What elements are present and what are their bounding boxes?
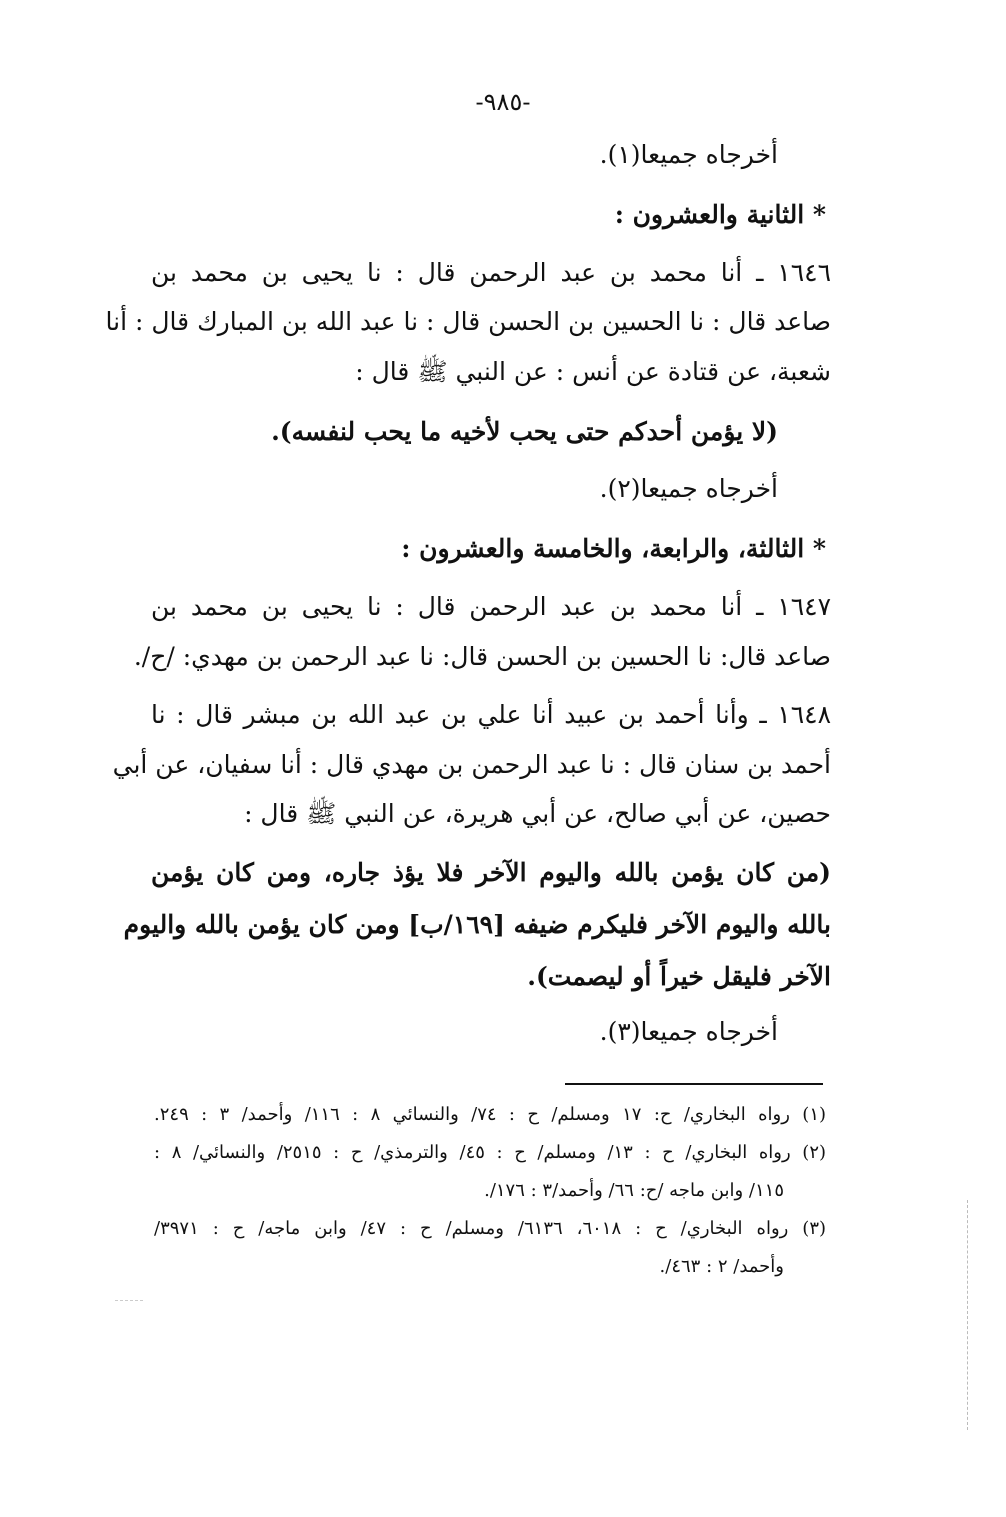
page-number: -٩٨٥- — [475, 88, 531, 116]
takhrij-line-1: أخرجاه جميعا(١). — [599, 140, 778, 169]
footnote-1: (١) رواه البخاري/ ح: ١٧ ومسلم/ ح : ٧٤/ والنسائي ٨ : ١١٦/ وأحمد/ ٣ : ٢٤٩. — [154, 1104, 827, 1125]
hadith-1646-line-2: صاعد قال : نا الحسين بن الحسن قال : نا عبد الله بن المبارك قال : أنا — [105, 307, 831, 336]
takhrij-line-3: أخرجاه جميعا(٣). — [599, 1017, 778, 1046]
footnote-3-line-1: (٣) رواه البخاري/ ح : ٦٠١٨، ٦١٣٦/ ومسلم/ ح : ٤٧/ وابن ماجه/ ح : ٣٩٧١/ — [154, 1218, 827, 1239]
hadith-1648-line-3: حصين، عن أبي صالح، عن أبي هريرة، عن النبي ﷺ قال : — [244, 799, 831, 828]
hadith-1647-line-2: صاعد قال: نا الحسين بن الحسن قال: نا عبد الرحمن بن مهدي: /ح/. — [133, 642, 831, 671]
takhrij-line-2: أخرجاه جميعا(٢). — [599, 474, 778, 503]
hadith-1647-line-1: ١٦٤٧ ـ أنا محمد بن عبد الرحمن قال : نا يحيى بن محمد بن — [151, 592, 831, 621]
hadith-1646-matn: (لا يؤمن أحدكم حتى يحب لأخيه ما يحب لنفسه). — [271, 417, 778, 446]
footnote-2-line-2: ١١٥/ وابن ماجه /ح: ٦٦/ وأحمد/٣ : ١٧٦/. — [484, 1180, 784, 1201]
hadith-1648-matn-line-3: الآخر فليقل خيراً أو ليصمت). — [527, 962, 831, 991]
footnote-3-line-2: وأحمد/ ٢ : ٤٦٣/. — [659, 1256, 784, 1277]
footnote-separator — [565, 1083, 823, 1085]
hadith-1646-line-1: ١٦٤٦ ـ أنا محمد بن عبد الرحمن قال : نا يحيى بن محمد بن — [151, 258, 831, 287]
hadith-1648-matn-line-2: بالله واليوم الآخر فليكرم ضيفه [١٦٩/ب] ومن كان يؤمن بالله واليوم — [123, 910, 831, 939]
hadith-1646-line-3: شعبة، عن قتادة عن أنس : عن النبي ﷺ قال : — [355, 357, 831, 386]
section-heading-22: * الثانية والعشرون : — [614, 200, 826, 229]
hadith-1648-line-2: أحمد بن سنان قال : نا عبد الرحمن بن مهدي قال : أنا سفيان، عن أبي — [112, 750, 831, 779]
scan-edge-mark — [967, 1200, 968, 1430]
scan-smudge-mark — [115, 1300, 143, 1301]
footnote-2-line-1: (٢) رواه البخاري/ ح : ١٣/ ومسلم/ ح : ٤٥/ والترمذي/ ح : ٢٥١٥/ والنسائي/ ٨ : — [154, 1142, 827, 1163]
hadith-1648-line-1: ١٦٤٨ ـ وأنا أحمد بن عبيد أنا علي بن عبد الله بن مبشر قال : نا — [151, 700, 831, 729]
hadith-1648-matn-line-1: (من كان يؤمن بالله واليوم الآخر فلا يؤذ جاره، ومن كان يؤمن — [151, 858, 831, 887]
section-heading-23-25: * الثالثة، والرابعة، والخامسة والعشرون : — [401, 534, 826, 563]
